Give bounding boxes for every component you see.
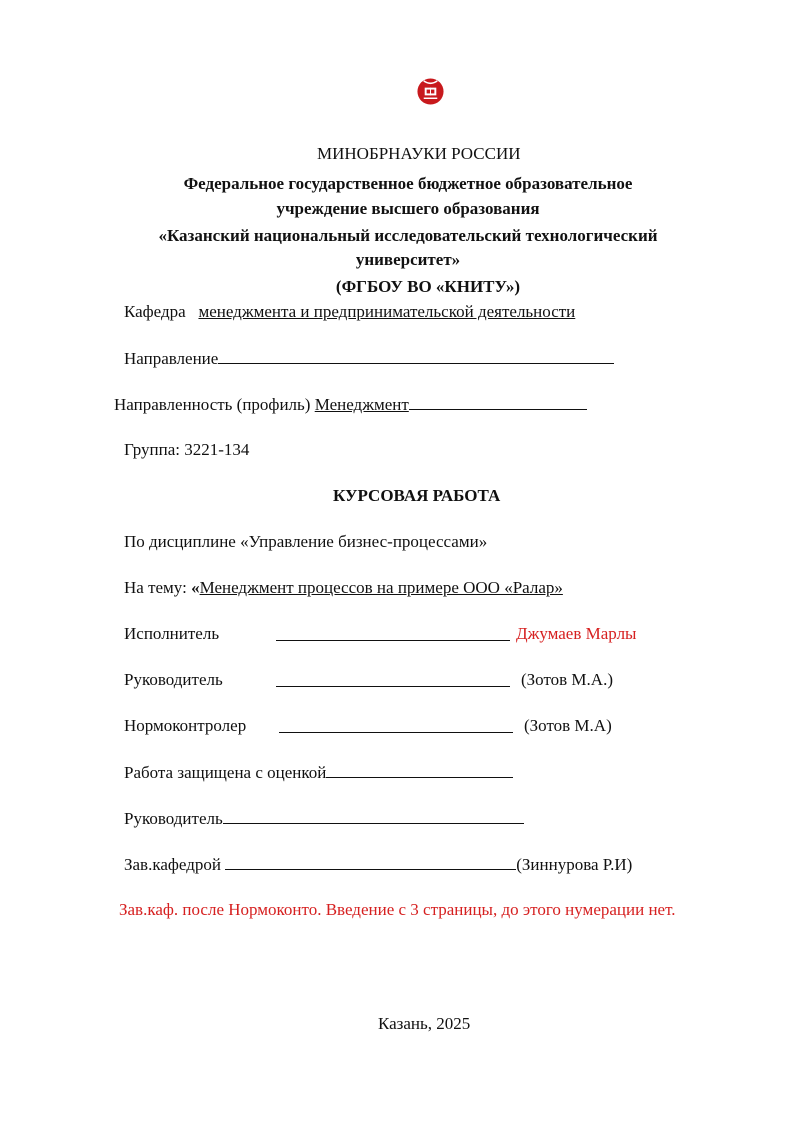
supervisor2-row [124,807,524,830]
university-line-2: университет» [355,250,461,269]
department-label: Кафедра [124,302,186,321]
head-name: (Зиннурова Р.И) [516,855,633,874]
profile-row [114,393,587,416]
head-label: Зав.кафедрой [124,855,221,874]
university-emblem-icon [416,77,445,106]
executor-label: Исполнитель [124,624,220,643]
normcontrol-label: Нормоконтролер [124,716,247,735]
department-row [124,301,575,323]
profile-label: Направленность (профиль) [114,395,311,414]
executor-name: Джумаев Марлы [516,624,637,643]
profile-value: Менеджмент [314,395,409,414]
grade-row [124,761,513,784]
direction-label: Направление [124,349,219,368]
topic-open-quote: « [191,578,200,597]
grade-label: Работа защищена с оценкой [124,763,327,782]
profile-blank-line [409,393,587,410]
department-value: менеджмента и предпринимательской деятельности [198,302,576,321]
normcontrol-name: (Зотов М.А) [524,716,612,735]
work-title: КУРСОВАЯ РАБОТА [333,486,501,505]
university-line-1: «Казанский национальный исследовательский технологический [158,226,658,245]
supervisor-signature-line [276,670,510,687]
institution-line-2: учреждение высшего образования [276,199,540,218]
university-abbreviation: (ФГБОУ ВО «КНИТУ») [335,277,521,296]
head-signature-line [225,853,516,870]
city-year: Казань, 2025 [378,1014,471,1033]
direction-blank-line [218,347,614,364]
supervisor-name: (Зотов М.А.) [521,670,613,689]
direction-row [124,347,614,370]
institution-line-1: Федеральное государственное бюджетное образовательное [183,174,633,193]
topic-label: На тему: [124,578,187,597]
executor-signature-line [276,624,510,641]
head-row [124,853,632,876]
topic-row [124,577,563,599]
grade-blank-line [326,761,513,778]
supervisor-label: Руководитель [124,670,223,689]
discipline-text: По дисциплине «Управление бизнес-процессами» [124,532,488,551]
topic-value: Менеджмент процессов на примере ООО «Ралар» [199,578,563,597]
instruction-note: Зав.каф. после Нормоконто. Введение с 3 страницы, до этого нумерации нет. [119,900,676,919]
supervisor2-label: Руководитель [124,809,223,828]
group-text: Группа: 3221-134 [124,440,250,459]
supervisor2-blank-line [223,807,524,824]
ministry-title: МИНОБРНАУКИ РОССИИ [317,144,521,163]
normcontrol-signature-line [279,716,513,733]
